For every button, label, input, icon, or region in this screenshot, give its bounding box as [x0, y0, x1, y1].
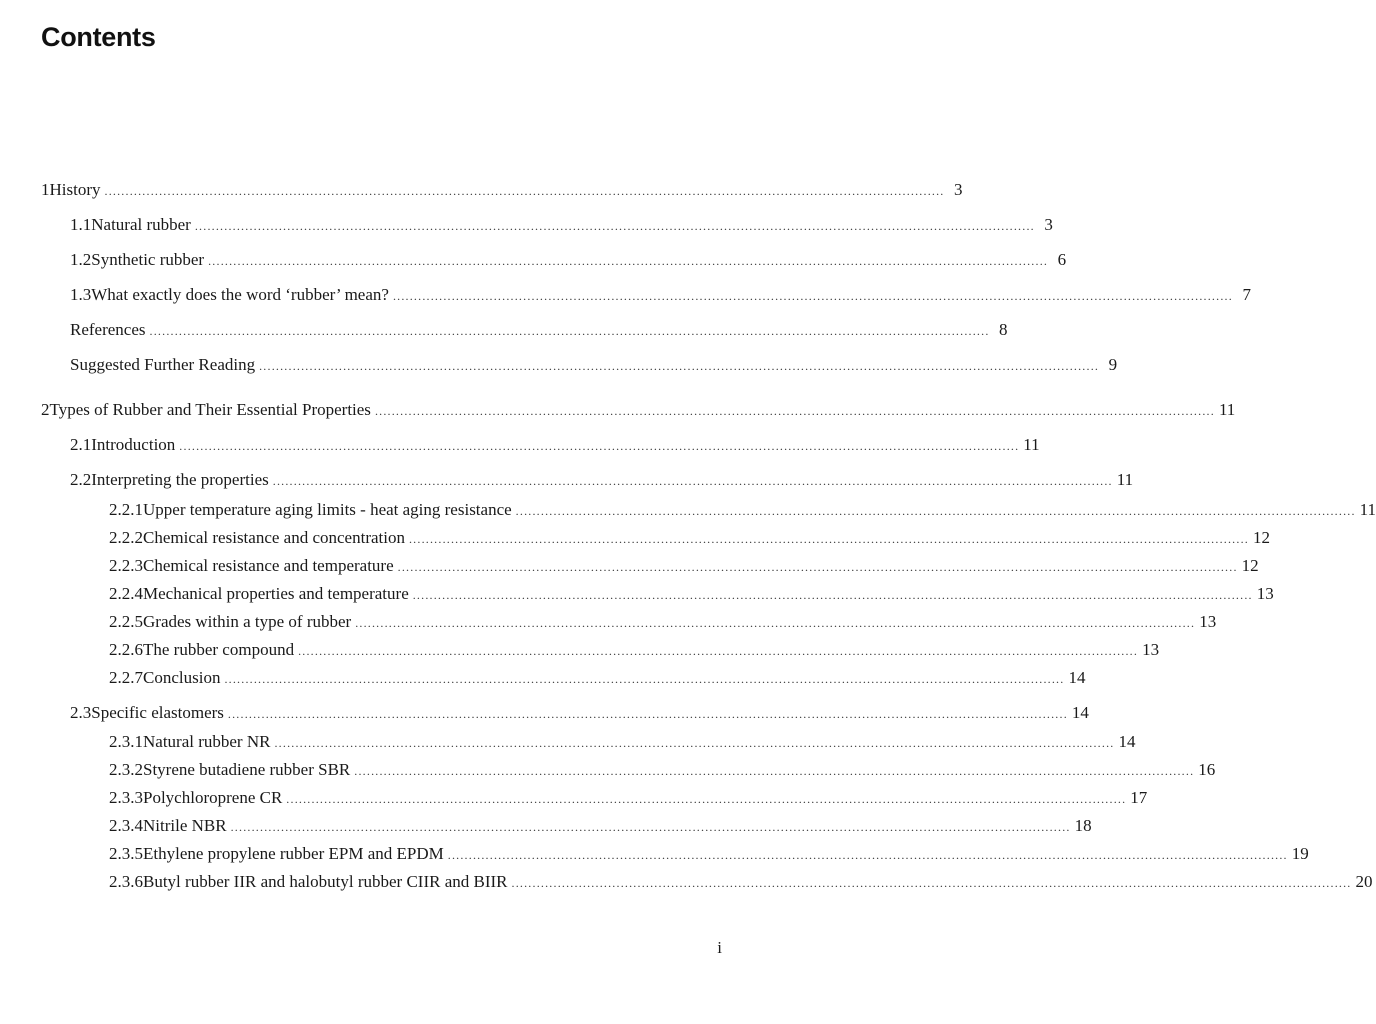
entry-page: 19	[1291, 844, 1309, 863]
toc-entry-1-1	[70, 213, 1053, 237]
dot-leader: ........................................................................................................................................................................................................	[274, 736, 1115, 750]
entry-number: 2.1	[70, 435, 92, 454]
dot-leader: ........................................................................................................................................................................................................	[511, 876, 1352, 890]
page-number: i	[717, 938, 722, 957]
entry-number: 2.2.2	[109, 528, 143, 547]
entry-page: 14	[1071, 703, 1089, 722]
toc-entry-2-3-3	[109, 786, 1148, 810]
entry-title: Specific elastomers	[91, 703, 224, 722]
dot-leader: ........................................................................................................................................................................................................	[149, 324, 990, 338]
toc-entry-chapter-1	[41, 178, 963, 202]
entry-number: 2	[41, 400, 50, 419]
entry-page: 11	[1359, 500, 1376, 519]
entry-number: 2.3.2	[109, 760, 143, 779]
entry-number: 2.2.5	[109, 612, 143, 631]
entry-page: 13	[1199, 612, 1217, 631]
toc-entry-2-3-6	[109, 870, 1373, 894]
toc-entry-1-2	[70, 248, 1067, 272]
entry-page: 8	[999, 320, 1008, 339]
toc-entry-2-1	[70, 433, 1040, 457]
entry-page: 9	[1108, 355, 1118, 374]
entry-title: Introduction	[91, 435, 176, 454]
entry-page: 11	[1116, 470, 1134, 489]
entry-number: 2.2.7	[109, 668, 143, 687]
dot-leader: ........................................................................................................................................................................................................	[286, 792, 1127, 806]
entry-title: Synthetic rubber	[91, 250, 205, 269]
dot-leader: ........................................................................................................................................................................................................	[194, 219, 1035, 233]
entry-number: 2.3	[70, 703, 92, 722]
dot-leader: ........................................................................................................................................................................................................	[259, 359, 1100, 373]
page-title: Contents	[41, 22, 156, 52]
entry-number: 2.3.5	[109, 844, 143, 863]
entry-title: Styrene butadiene rubber SBR	[143, 760, 351, 779]
entry-page: 11	[1218, 400, 1236, 419]
entry-page: 6	[1057, 250, 1067, 269]
entry-title: The rubber compound	[143, 640, 295, 659]
dot-leader: ........................................................................................................................................................................................................	[412, 588, 1253, 602]
entry-page: 11	[1023, 435, 1040, 454]
entry-title: What exactly does the word ‘rubber’ mean?	[91, 285, 389, 304]
dot-leader: ........................................................................................................................................................................................................	[374, 404, 1215, 418]
dot-leader: ........................................................................................................................................................................................................	[224, 672, 1065, 686]
dot-leader: ........................................................................................................................................................................................................	[355, 616, 1196, 630]
toc-entry-2-3	[70, 701, 1089, 725]
entry-title: Butyl rubber IIR and halobutyl rubber CIIR and BIIR	[143, 872, 508, 891]
toc-entry-2-2-7	[109, 666, 1086, 690]
entry-number: 2.3.6	[109, 872, 143, 891]
entry-title: Natural rubber NR	[143, 732, 271, 751]
entry-number: 2.2.4	[109, 584, 143, 603]
toc-entry-references	[70, 318, 1008, 342]
entry-page: 13	[1142, 640, 1160, 659]
entry-title: Interpreting the properties	[91, 470, 269, 489]
entry-number: 1.3	[70, 285, 92, 304]
entry-page: 12	[1241, 556, 1259, 575]
dot-leader: ........................................................................................................................................................................................................	[179, 439, 1020, 453]
entry-page: 20	[1355, 872, 1373, 891]
dot-leader: ........................................................................................................................................................................................................	[272, 474, 1113, 488]
dot-leader: ........................................................................................................................................................................................................	[230, 820, 1071, 834]
dot-leader: ........................................................................................................................................................................................................	[104, 184, 945, 198]
toc-entry-chapter-2	[41, 398, 1236, 422]
entry-page: 14	[1068, 668, 1086, 687]
entry-page: 3	[1044, 215, 1053, 234]
entry-number: 2.2.3	[109, 556, 143, 575]
toc-entry-2-2	[70, 468, 1134, 492]
dot-leader: ........................................................................................................................................................................................................	[227, 707, 1068, 721]
entry-title: History	[49, 180, 101, 199]
entry-number: 2.3.3	[109, 788, 143, 807]
dot-leader: ........................................................................................................................................................................................................	[298, 644, 1139, 658]
entry-title: Suggested Further Reading	[70, 355, 256, 374]
entry-number: 2.3.4	[109, 816, 143, 835]
dot-leader: ........................................................................................................................................................................................................	[397, 560, 1238, 574]
entry-page: 17	[1130, 788, 1148, 807]
entry-title: Grades within a type of rubber	[143, 612, 352, 631]
entry-number: 2.2.6	[109, 640, 143, 659]
entry-page: 7	[1242, 285, 1251, 304]
dot-leader: ........................................................................................................................................................................................................	[354, 764, 1195, 778]
entry-title: Conclusion	[143, 668, 221, 687]
toc-entry-2-2-3	[109, 554, 1259, 578]
toc-entry-2-2-6	[109, 638, 1160, 662]
entry-number: 1	[41, 180, 50, 199]
dot-leader: ........................................................................................................................................................................................................	[392, 289, 1233, 303]
toc-entry-further-reading	[70, 353, 1118, 377]
dot-leader: ........................................................................................................................................................................................................	[208, 254, 1049, 268]
dot-leader: ........................................................................................................................................................................................................	[515, 504, 1356, 518]
toc-entry-2-3-5	[109, 842, 1309, 866]
entry-number: 2.3.1	[109, 732, 143, 751]
toc-entry-2-3-1	[109, 730, 1136, 754]
entry-page: 12	[1252, 528, 1270, 547]
toc-entry-2-2-4	[109, 582, 1274, 606]
entry-page: 14	[1118, 732, 1136, 751]
entry-page: 13	[1256, 584, 1274, 603]
entry-page: 16	[1198, 760, 1216, 779]
entry-title: Types of Rubber and Their Essential Properties	[49, 400, 371, 419]
entry-title: Natural rubber	[91, 215, 191, 234]
dot-leader: ........................................................................................................................................................................................................	[447, 848, 1288, 862]
toc-entry-1-3	[70, 283, 1251, 307]
entry-title: Mechanical properties and temperature	[143, 584, 409, 603]
entry-page: 18	[1074, 816, 1092, 835]
entry-page: 3	[954, 180, 963, 199]
entry-title: Chemical resistance and concentration	[143, 528, 405, 547]
entry-number: 1.2	[70, 250, 92, 269]
toc-entry-2-3-4	[109, 814, 1092, 838]
entry-number: 2.2	[70, 470, 92, 489]
entry-title: References	[70, 320, 146, 339]
entry-title: Upper temperature aging limits - heat aging resistance	[143, 500, 512, 519]
entry-title: Chemical resistance and temperature	[143, 556, 394, 575]
toc-entry-2-2-2	[109, 526, 1270, 550]
entry-title: Polychloroprene CR	[143, 788, 283, 807]
toc-entry-2-2-5	[109, 610, 1217, 634]
toc-entry-2-3-2	[109, 758, 1216, 782]
entry-number: 1.1	[70, 215, 92, 234]
dot-leader: ........................................................................................................................................................................................................	[408, 532, 1249, 546]
entry-number: 2.2.1	[109, 500, 143, 519]
entry-title: Ethylene propylene rubber EPM and EPDM	[143, 844, 444, 863]
entry-title: Nitrile NBR	[143, 816, 227, 835]
toc-entry-2-2-1	[109, 498, 1376, 522]
